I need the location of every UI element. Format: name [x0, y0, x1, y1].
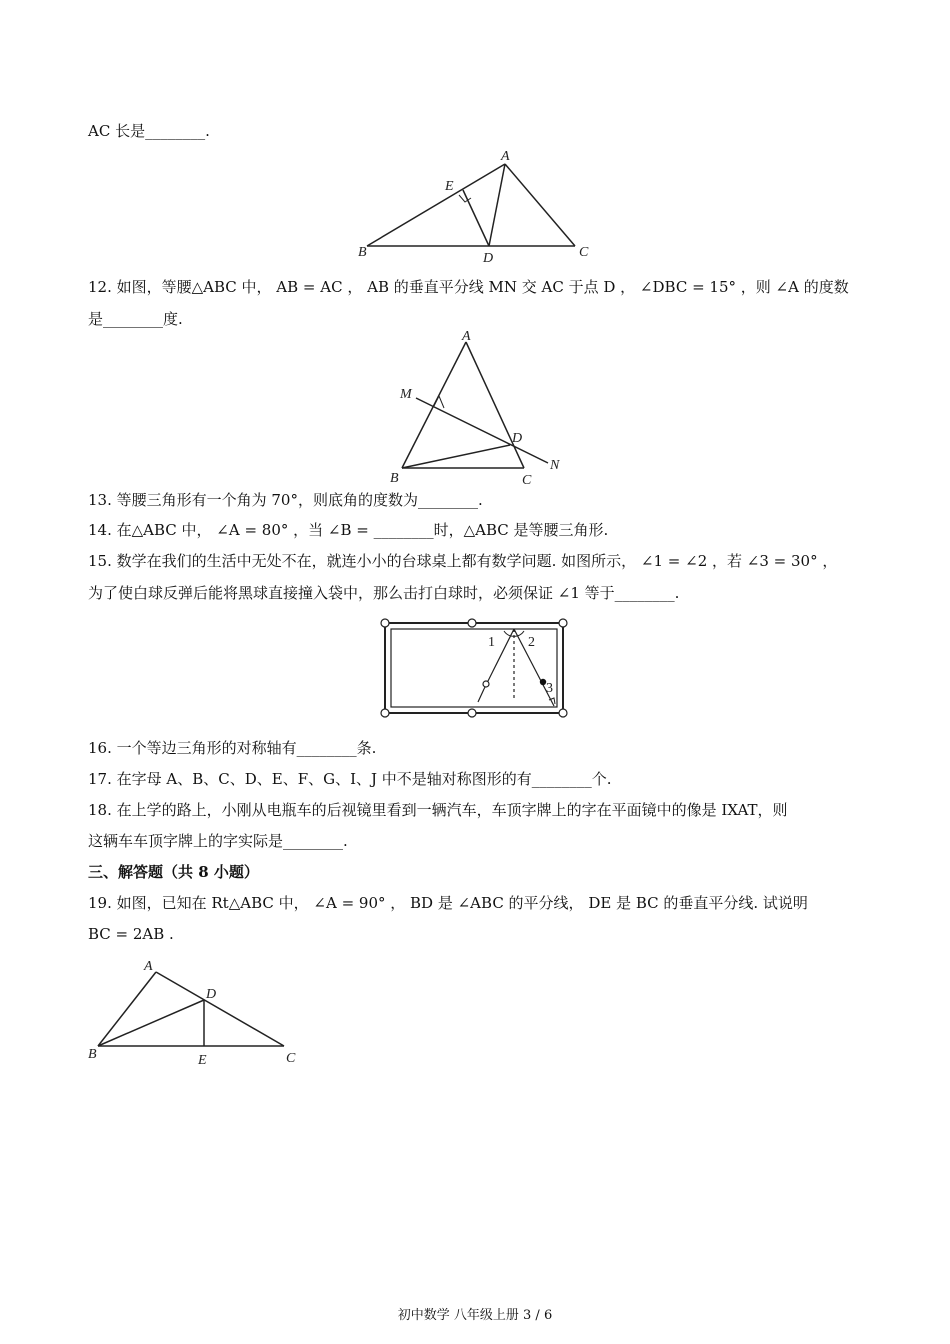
- fig15-angle-1: 1: [488, 635, 495, 650]
- fig12-label-a: A: [462, 329, 471, 344]
- fig19-label-c: C: [286, 1051, 296, 1066]
- q16-line: 16. 一个等边三角形的对称轴有________条.: [88, 739, 377, 757]
- q12-line-1: 12. 如图，等腰△ABC 中， AB = AC ， AB 的垂直平分线 MN 交 AC 于点 D ， ∠DBC = 15° ，则 ∠A 的度数: [88, 278, 849, 296]
- page-footer: 初中数学 八年级上册 3 / 6: [397, 1308, 553, 1323]
- figure-q19: [84, 954, 309, 1076]
- fig12-label-d: D: [512, 431, 523, 446]
- q13-line: 13. 等腰三角形有一个角为 70°，则底角的度数为________.: [88, 491, 483, 509]
- fig11-label-a: A: [501, 149, 510, 164]
- figure-q12: [388, 328, 573, 492]
- q14-line: 14. 在△ABC 中， ∠A = 80° ，当 ∠B = ________时，△ABC 是等腰三角形.: [88, 521, 609, 539]
- fig15-angle-3: 3: [546, 681, 553, 696]
- q11-answer-line: AC 长是________.: [88, 122, 210, 140]
- figure-q15-billiard-table: [378, 614, 573, 728]
- fig11-label-e: E: [445, 179, 454, 194]
- section-3-heading: 三、解答题（共 8 小题）: [88, 863, 259, 881]
- fig12-label-c: C: [522, 473, 532, 488]
- fig12-label-b: B: [390, 471, 399, 486]
- fig19-label-a: A: [144, 959, 153, 974]
- fig19-label-e: E: [198, 1053, 207, 1068]
- fig11-label-b: B: [358, 245, 367, 260]
- q19-line-1: 19. 如图，已知在 Rt△ABC 中， ∠A = 90° ， BD 是 ∠ABC 的平分线， DE 是 BC 的垂直平分线. 试说明: [88, 894, 808, 912]
- q19-line-2: BC = 2AB .: [88, 925, 174, 943]
- fig12-label-n: N: [550, 458, 560, 473]
- fig11-label-d: D: [483, 251, 494, 264]
- q15-line-1: 15. 数学在我们的生活中无处不在，就连小小的台球桌上都有数学问题. 如图所示， ∠1 = ∠2 ，若 ∠3 = 30° ，: [88, 552, 838, 570]
- fig15-angle-2: 2: [528, 635, 535, 650]
- fig11-label-c: C: [579, 245, 589, 260]
- q17-line: 17. 在字母 A、B、C、D、E、F、G、I、J 中不是轴对称图形的有________个.: [88, 770, 612, 788]
- q15-line-2: 为了使白球反弹后能将黑球直接撞入袋中，那么击打白球时，必须保证 ∠1 等于________.: [88, 584, 680, 602]
- q18-line-2: 这辆车车顶字牌上的字实际是________.: [88, 832, 348, 850]
- q18-line-1: 18. 在上学的路上，小刚从电瓶车的后视镜里看到一辆汽车，车顶字牌上的字在平面镜中的像是 IXAT，则: [88, 801, 788, 819]
- q12-line-2: 是________度.: [88, 310, 183, 328]
- fig19-label-b: B: [88, 1047, 97, 1062]
- fig19-label-d: D: [206, 987, 217, 1002]
- fig12-label-m: M: [400, 387, 412, 402]
- figure-q11: [355, 146, 600, 268]
